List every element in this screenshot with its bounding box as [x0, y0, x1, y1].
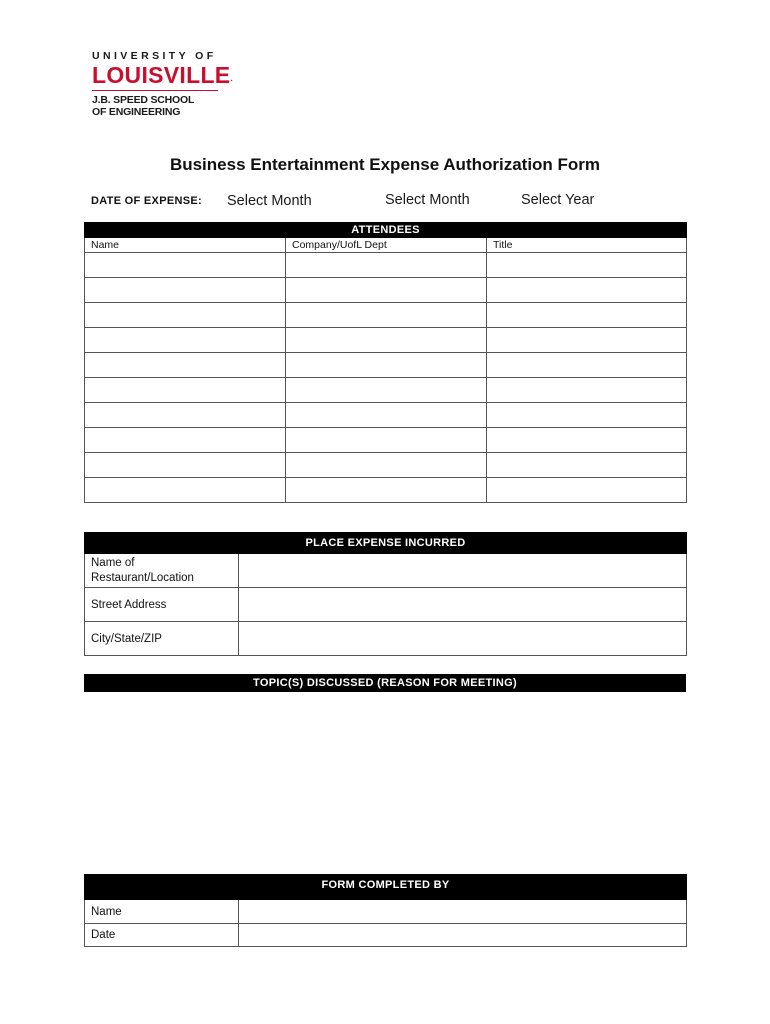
restaurant-name-label-line1: Name of [91, 556, 135, 569]
column-header-title: Title [487, 238, 687, 253]
table-row [85, 278, 687, 303]
attendee-name-field[interactable] [85, 428, 286, 453]
street-address-field[interactable] [239, 588, 687, 622]
attendee-title-field[interactable] [487, 303, 687, 328]
attendee-title-field[interactable] [487, 328, 687, 353]
table-row [85, 428, 687, 453]
date-of-expense-label: DATE OF EXPENSE: [91, 195, 202, 207]
logo-university-of: UNIVERSITY OF [92, 50, 217, 62]
attendee-name-field[interactable] [85, 278, 286, 303]
attendee-name-field[interactable] [85, 328, 286, 353]
restaurant-name-label [85, 554, 239, 588]
attendee-name-field[interactable] [85, 353, 286, 378]
attendee-company-field[interactable] [286, 353, 487, 378]
city-state-zip-label: City/State/ZIP [85, 622, 239, 656]
completed-by-name-label: Name [85, 900, 239, 924]
attendee-name-field[interactable] [85, 303, 286, 328]
column-header-company: Company/UofL Dept [286, 238, 487, 253]
place-table [84, 532, 687, 656]
attendee-company-field[interactable] [286, 303, 487, 328]
city-state-zip-field[interactable] [239, 622, 687, 656]
attendee-name-field[interactable] [85, 253, 286, 278]
form-title: Business Entertainment Expense Authorization Form [169, 155, 601, 174]
logo-louisville-text: LOUISVILLE [92, 62, 231, 88]
year-select[interactable]: Select Year [521, 192, 595, 208]
completed-by-header: FORM COMPLETED BY [85, 875, 687, 900]
restaurant-name-label-line2: Restaurant/Location [91, 571, 194, 584]
completed-by-table [84, 874, 687, 947]
topics-field[interactable] [84, 693, 686, 873]
table-row [85, 328, 687, 353]
completed-by-date-field[interactable] [239, 924, 687, 947]
attendee-title-field[interactable] [487, 278, 687, 303]
attendee-name-field[interactable] [85, 478, 286, 503]
attendee-title-field[interactable] [487, 428, 687, 453]
attendee-name-field[interactable] [85, 453, 286, 478]
attendee-title-field[interactable] [487, 378, 687, 403]
table-row [85, 478, 687, 503]
attendee-company-field[interactable] [286, 403, 487, 428]
place-header: PLACE EXPENSE INCURRED [85, 533, 687, 554]
logo-louisville [92, 63, 233, 87]
attendees-table [84, 222, 687, 503]
attendee-title-field[interactable] [487, 353, 687, 378]
column-header-name: Name [85, 238, 286, 253]
completed-by-date-label: Date [85, 924, 239, 947]
attendee-company-field[interactable] [286, 478, 487, 503]
attendee-company-field[interactable] [286, 378, 487, 403]
attendee-name-field[interactable] [85, 378, 286, 403]
attendee-title-field[interactable] [487, 453, 687, 478]
month-select-2[interactable]: Select Month [385, 192, 470, 208]
university-logo [92, 50, 233, 118]
attendee-title-field[interactable] [487, 478, 687, 503]
topics-table [84, 674, 686, 692]
attendee-title-field[interactable] [487, 403, 687, 428]
table-row [85, 253, 687, 278]
restaurant-name-field[interactable] [239, 554, 687, 588]
attendee-name-field[interactable] [85, 403, 286, 428]
attendee-company-field[interactable] [286, 453, 487, 478]
attendee-company-field[interactable] [286, 328, 487, 353]
attendee-title-field[interactable] [487, 253, 687, 278]
topics-header: TOPIC(S) DISCUSSED (REASON FOR MEETING) [85, 675, 686, 692]
street-address-label: Street Address [85, 588, 239, 622]
attendee-company-field[interactable] [286, 278, 487, 303]
table-row [85, 403, 687, 428]
month-select-1[interactable]: Select Month [227, 193, 312, 209]
attendee-company-field[interactable] [286, 428, 487, 453]
table-row [85, 453, 687, 478]
logo-school-line2: OF ENGINEERING [92, 106, 181, 118]
logo-mark: . [230, 74, 233, 83]
logo-school-line1: J.B. SPEED SCHOOL [92, 94, 195, 106]
attendees-header: ATTENDEES [85, 223, 687, 238]
attendee-company-field[interactable] [286, 253, 487, 278]
table-row [85, 303, 687, 328]
completed-by-name-field[interactable] [239, 900, 687, 924]
logo-rule [92, 90, 218, 91]
table-row [85, 353, 687, 378]
table-row [85, 378, 687, 403]
